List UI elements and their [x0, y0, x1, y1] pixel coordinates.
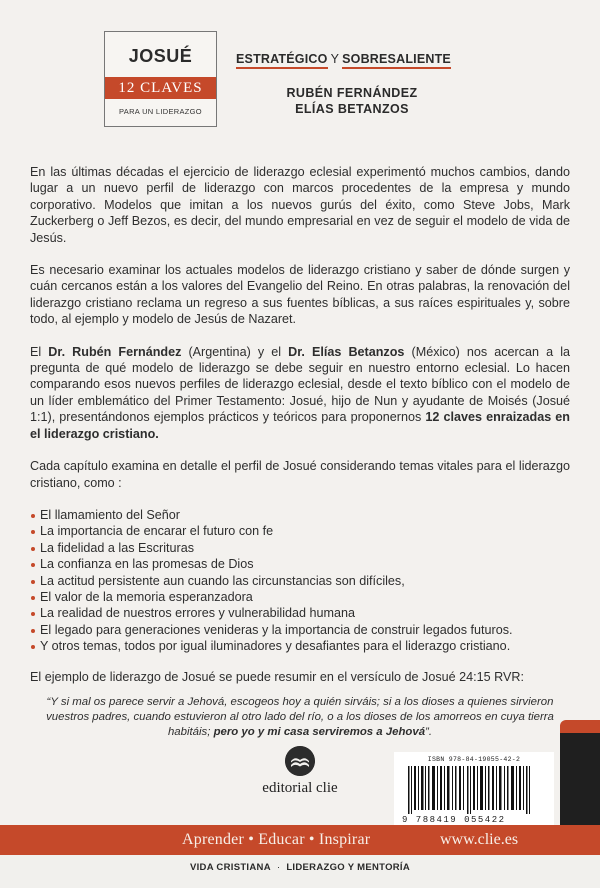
barcode-bars [394, 766, 554, 816]
list-item: La actitud persistente aun cuando las circunstancias son difíciles, [30, 573, 570, 589]
book-title: JOSUÉ [128, 46, 193, 66]
quote-text: “Y si mal os parece servir a Jehová, escogeos hoy a quién sirváis; si a los dioses a quienes sirvieron vuestros padres, cuando estuvieron al otro lado del río, o a los dioses de los amorreos en cuya tierra habitáis; [46, 695, 554, 738]
category-label: LIDERAZGO Y MENTORÍA [286, 862, 411, 873]
text-run: (Argentina) y el [181, 344, 289, 359]
title-subtext: PARA UN LIDERAZGO [119, 107, 202, 116]
title-band: 12 CLAVES [105, 77, 216, 99]
isbn-label: ISBN 978-84-19055-42-2 [427, 756, 521, 763]
list-item: La importancia de encarar el futuro con fe [30, 523, 570, 539]
list-item: Y otros temas, todos por igual iluminadores y desafiantes para el liderazgo cristiano. [30, 638, 570, 654]
category-label: VIDA CRISTIANA [189, 862, 271, 873]
text-run: El [30, 344, 49, 359]
author-mention: Dr. Rubén Fernández [48, 344, 182, 359]
list-item: El llamamiento del Señor [30, 507, 570, 523]
description-text [30, 164, 570, 740]
subtitle-conjunction: Y [330, 52, 340, 66]
publisher-name: editorial clie [262, 780, 338, 796]
motto-text: Aprender • Educar • Inspirar [182, 831, 371, 848]
paragraph: En las últimas décadas el ejercicio de liderazgo eclesial experimentó muchos cambios, dando lugar a un nuevo perfil de liderazgo con marcos procedentes de la empresa y mundo corporativo. Modelos que imitan a los nuevos gurús del éxito, como Steve Jobs, Mark Zuckerberg o Jeff Bezos, es decir, del mundo empresarial en vez de seguir el modelo de vida de Jesús. [30, 165, 570, 245]
paragraph: Es necesario examinar los actuales modelos de liderazgo cristiano y saber de dónde surgen y cuán cercanos están a los valores del Evangelio del Reino. En otras palabras, la renovación del liderazgo cristiano reclama un regreso a sus fuentes bíblicas, a sus raíces espirituales y, sobre todo, al ejemplo y modelo de Jesús de Nazaret. [30, 263, 570, 327]
paragraph: El ejemplo de liderazgo de Josué se puede resumir en el versículo de Josué 24:15 RVR: [30, 669, 525, 684]
paragraph [30, 344, 570, 442]
subtitle-right: SOBRESALIENTE [342, 52, 451, 69]
subtitle [236, 52, 480, 66]
list-item: El legado para generaciones venideras y la importancia de construir legados futuros. [30, 622, 570, 638]
barcode [394, 752, 554, 828]
author-mention: Dr. Elías Betanzos [288, 344, 405, 359]
text-run: (México) nos acercan a la pregunta de qué modelo de liderazgo se debe seguir en nuestro entorno eclesial. Lo hacen comparando esos nuevos perfiles de liderazgo eclesial, desde el texto bíblico con el modelo de un líder emblemático del Primer Testamento: Josué, hijo de Nun y ayudante de Moisés (Josué 1:1), presentándonos ejemplos prácticos y teóricos para proponernos [30, 344, 570, 425]
author-name: ELÍAS BETANZOS [295, 102, 409, 116]
paragraph: Cada capítulo examina en detalle el perfil de Josué considerando temas vitales para el liderazgo cristiano, como : [30, 459, 570, 490]
list-item: La realidad de nuestros errores y vulnerabilidad humana [30, 605, 570, 621]
title-box [104, 31, 217, 127]
quote-highlight: pero yo y mi casa serviremos a Jehová [213, 725, 426, 738]
quote-text: ”. [425, 725, 433, 738]
publisher-logo [258, 746, 342, 797]
spine-accent [560, 733, 600, 825]
website-link[interactable]: www.clie.es [440, 831, 519, 848]
authors [230, 85, 474, 117]
topics-list [30, 507, 570, 655]
subtitle-left: ESTRATÉGICO [236, 52, 328, 69]
barcode-number: 9 788419 055422 [402, 815, 506, 825]
motto-band [0, 825, 600, 855]
category-separator: · [276, 862, 281, 873]
category-footer [0, 855, 600, 888]
list-item: La confianza en las promesas de Dios [30, 556, 570, 572]
list-item: El valor de la memoria esperanzadora [30, 589, 570, 605]
highlight-text: 12 claves enraizadas en el liderazgo cristiano. [30, 410, 570, 441]
list-item: La fidelidad a las Escrituras [30, 540, 570, 556]
author-name: RUBÉN FERNÁNDEZ [286, 86, 418, 100]
book-icon [285, 746, 315, 776]
bible-quote [30, 695, 570, 740]
